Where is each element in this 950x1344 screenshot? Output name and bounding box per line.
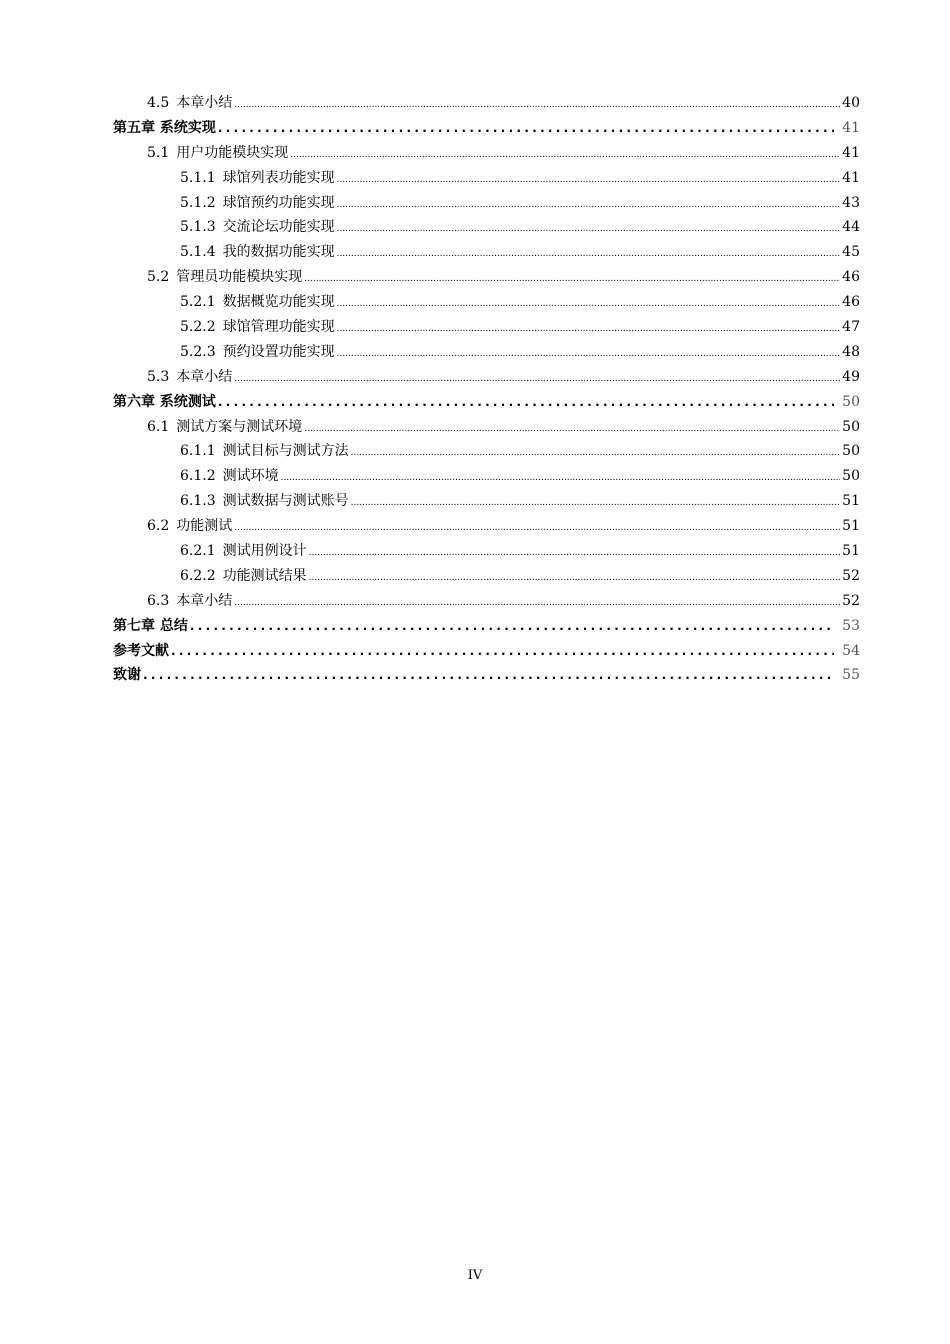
toc-entry-page: 45 [842,244,860,261]
toc-dot-leader [337,168,841,193]
toc-subsection-entry[interactable] [113,539,860,564]
toc-entry-title: 本章小结 [176,368,233,385]
toc-entry-page: 50 [842,418,860,435]
toc-dot-leader [337,317,841,342]
toc-entry-number: 5.2.1 [180,294,216,311]
toc-entry-number: 6.1.1 [180,443,216,460]
toc-entry-number: 5.1.2 [180,194,216,211]
toc-dot-leader [234,93,840,118]
toc-entry-page: 41 [842,119,860,136]
table-of-contents [113,91,860,688]
toc-entry-title: 致谢 [113,667,141,684]
toc-chapter-entry[interactable] [113,116,860,141]
toc-section-entry[interactable] [113,514,860,539]
toc-entry-number: 5.2 [147,269,170,286]
toc-subsection-entry[interactable] [113,166,860,191]
toc-dot-leader [281,466,841,491]
toc-entry-title: 球馆预约功能实现 [222,194,335,211]
toc-entry-page: 53 [842,617,860,634]
toc-entry-number: 6.1.2 [180,468,216,485]
toc-entry-page: 52 [842,592,860,609]
toc-dot-leader [218,390,834,415]
toc-chapter-entry[interactable] [113,614,860,639]
toc-entry-number: 5.1.3 [180,219,216,236]
toc-entry-page: 51 [842,493,860,510]
toc-entry-page: 54 [842,642,860,659]
toc-section-entry[interactable] [113,265,860,290]
toc-entry-page: 40 [842,95,860,111]
toc-entry-number: 6.2 [147,518,170,535]
toc-entry-number: 4.5 [147,95,170,111]
toc-chapter-entry[interactable] [113,663,860,688]
toc-entry-number: 6.2.1 [180,543,216,560]
toc-entry-number: 5.2.2 [180,319,216,336]
toc-entry-title: 测试目标与测试方法 [222,443,349,460]
toc-dot-leader [337,242,841,267]
toc-entry-number: 5.2.3 [180,343,216,360]
toc-section-entry[interactable] [113,141,860,166]
toc-entry-title: 球馆管理功能实现 [222,319,335,336]
toc-section-entry[interactable] [113,589,860,614]
toc-entry-page: 50 [842,393,860,410]
toc-entry-title: 本章小结 [176,95,233,111]
toc-dot-leader [234,591,840,616]
toc-entry-title: 我的数据功能实现 [222,244,335,261]
toc-entry-page: 55 [842,667,860,684]
toc-subsection-entry[interactable] [113,564,860,589]
toc-entry-title: 数据概览功能实现 [222,294,335,311]
toc-dot-leader [337,342,841,367]
toc-entry-page: 51 [842,543,860,560]
toc-dot-leader [309,566,841,591]
toc-entry-page: 52 [842,567,860,584]
toc-entry-page: 49 [842,368,860,385]
toc-entry-title: 测试方案与测试环境 [176,418,303,435]
toc-entry-page: 50 [842,443,860,460]
toc-section-entry[interactable] [113,415,860,440]
toc-entry-title: 测试环境 [222,468,279,485]
toc-entry-number: 6.3 [147,592,170,609]
toc-entry-title: 用户功能模块实现 [176,144,289,161]
toc-entry-page: 50 [842,468,860,485]
toc-section-entry[interactable] [113,91,860,116]
toc-subsection-entry[interactable] [113,215,860,240]
toc-dot-leader [234,516,840,541]
toc-entry-number: 5.1.1 [180,169,216,186]
toc-entry-page: 46 [842,269,860,286]
toc-dot-leader [143,663,834,688]
toc-entry-title: 球馆列表功能实现 [222,169,335,186]
toc-dot-leader [304,267,840,292]
toc-subsection-entry[interactable] [113,464,860,489]
toc-entry-title: 测试用例设计 [222,543,307,560]
toc-subsection-entry[interactable] [113,240,860,265]
toc-subsection-entry[interactable] [113,340,860,365]
toc-dot-leader [309,541,841,566]
toc-entry-title: 参考文献 [113,642,169,659]
toc-entry-number: 6.1 [147,418,170,435]
toc-dot-leader [171,639,834,664]
toc-entry-title: 测试数据与测试账号 [222,493,349,510]
toc-entry-title: 管理员功能模块实现 [176,269,303,286]
toc-entry-page: 47 [842,319,860,336]
toc-entry-page: 48 [842,343,860,360]
toc-section-entry[interactable] [113,365,860,390]
toc-chapter-entry[interactable] [113,639,860,664]
toc-entry-number: 6.2.2 [180,567,216,584]
toc-dot-leader [351,491,841,516]
toc-entry-page: 51 [842,518,860,535]
toc-entry-number: 6.1.3 [180,493,216,510]
toc-entry-title: 功能测试 [176,518,233,535]
toc-entry-number: 5.1 [147,144,170,161]
toc-entry-page: 43 [842,194,860,211]
toc-dot-leader [290,143,840,168]
toc-entry-title: 第六章 系统测试 [113,393,216,410]
toc-entry-title: 第五章 系统实现 [113,119,216,136]
toc-dot-leader [218,116,834,141]
toc-chapter-entry[interactable] [113,390,860,415]
toc-entry-title: 本章小结 [176,592,233,609]
toc-dot-leader [351,441,841,466]
toc-entry-title: 功能测试结果 [222,567,307,584]
toc-subsection-entry[interactable] [113,439,860,464]
toc-dot-leader [337,217,841,242]
toc-dot-leader [337,292,841,317]
toc-entry-number: 5.3 [147,368,170,385]
toc-dot-leader [304,417,840,442]
toc-subsection-entry[interactable] [113,315,860,340]
toc-dot-leader [234,367,840,392]
page-number: IV [467,1268,483,1283]
toc-subsection-entry[interactable] [113,489,860,514]
toc-subsection-entry[interactable] [113,290,860,315]
toc-dot-leader [190,614,834,639]
toc-entry-page: 46 [842,294,860,311]
toc-entry-title: 预约设置功能实现 [222,343,335,360]
toc-entry-title: 第七章 总结 [113,617,188,634]
toc-entry-page: 44 [842,219,860,236]
toc-entry-page: 41 [842,144,860,161]
toc-entry-number: 5.1.4 [180,244,216,261]
toc-entry-page: 41 [842,169,860,186]
toc-subsection-entry[interactable] [113,191,860,216]
toc-entry-title: 交流论坛功能实现 [222,219,335,236]
toc-dot-leader [337,193,841,218]
